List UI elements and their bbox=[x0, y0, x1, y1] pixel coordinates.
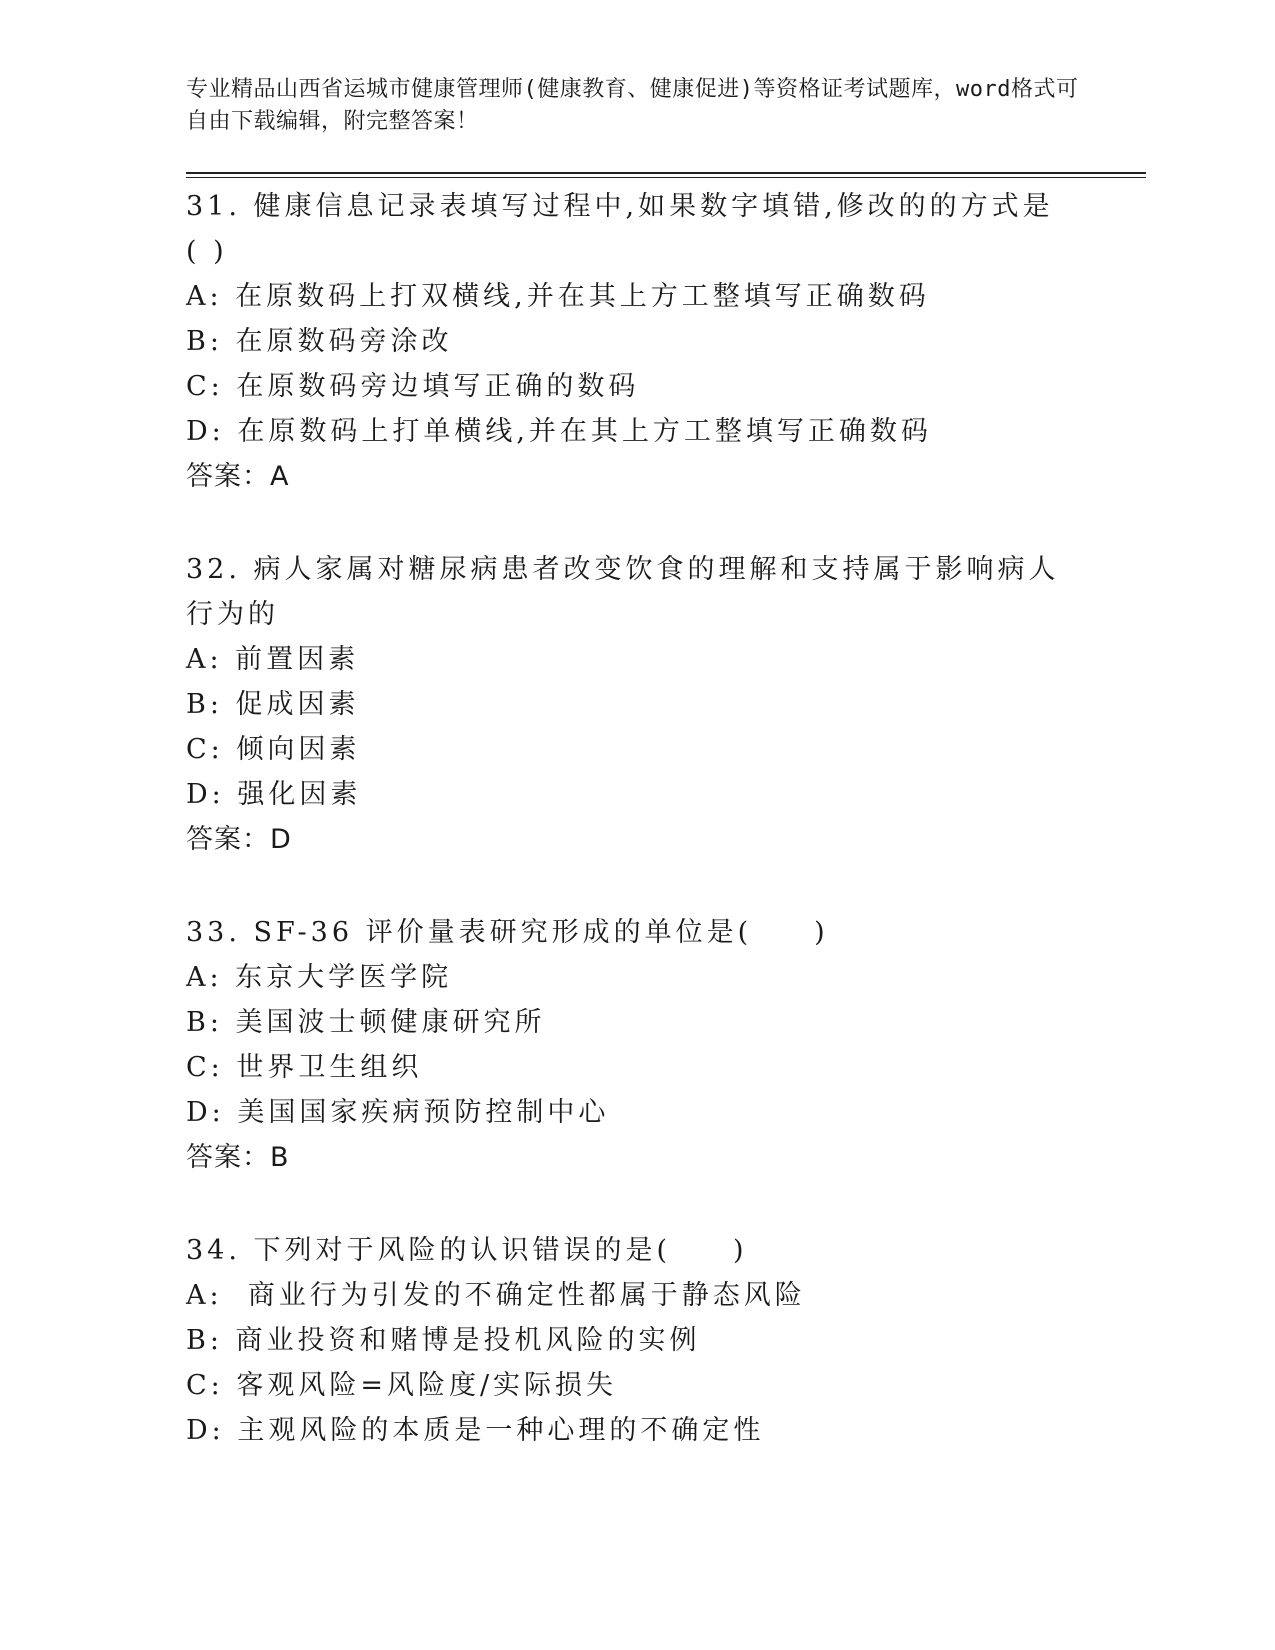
option-a: A: 商业行为引发的不确定性都属于静态风险 bbox=[186, 1280, 806, 1311]
option-d: D: 在原数码上打单横线,并在其上方工整填写正确数码 bbox=[186, 416, 932, 447]
option-b: B: 美国波士顿健康研究所 bbox=[186, 1007, 546, 1038]
option-c: C: 在原数码旁边填写正确的数码 bbox=[186, 371, 640, 402]
option-b: B: 在原数码旁涂改 bbox=[186, 326, 453, 357]
question-32 bbox=[186, 547, 1146, 863]
header-divider bbox=[186, 172, 1146, 178]
question-31 bbox=[186, 184, 1146, 500]
option-b: B: 促成因素 bbox=[186, 689, 360, 720]
option-d: D: 美国国家疾病预防控制中心 bbox=[186, 1097, 610, 1128]
question-stem: 34. 下列对于风险的认识错误的是( ) bbox=[186, 1235, 748, 1266]
option-d: D: 主观风险的本质是一种心理的不确定性 bbox=[186, 1415, 765, 1446]
option-d: D: 强化因素 bbox=[186, 779, 362, 810]
answer-line: 答案：B bbox=[186, 1142, 290, 1173]
document-header: 专业精品山西省运城市健康管理师(健康教育、健康促进)等资格证考试题库，word格式可自由下载编辑，附完整答案！ bbox=[186, 77, 1079, 134]
question-list bbox=[186, 184, 1146, 1453]
option-c: C: 倾向因素 bbox=[186, 734, 361, 765]
answer-line: 答案：A bbox=[186, 461, 290, 492]
option-a: A: 在原数码上打双横线,并在其上方工整填写正确数码 bbox=[186, 281, 930, 312]
question-33 bbox=[186, 910, 1146, 1181]
option-b: B: 商业投资和赌博是投机风险的实例 bbox=[186, 1325, 701, 1356]
option-a: A: 东京大学医学院 bbox=[186, 962, 453, 993]
question-stem: 31. 健康信息记录表填写过程中,如果数字填错,修改的的方式是( ) bbox=[186, 191, 1054, 267]
document-page bbox=[186, 74, 1146, 1500]
question-stem: 32. 病人家属对糖尿病患者改变饮食的理解和支持属于影响病人行为的 bbox=[186, 554, 1060, 630]
question-stem: 33. SF-36 评价量表研究形成的单位是( ) bbox=[186, 917, 829, 948]
answer-line: 答案：D bbox=[186, 824, 292, 855]
question-34 bbox=[186, 1228, 1146, 1453]
option-a: A: 前置因素 bbox=[186, 644, 360, 675]
option-c: C: 客观风险=风险度/实际损失 bbox=[186, 1370, 618, 1401]
option-c: C: 世界卫生组织 bbox=[186, 1052, 423, 1083]
